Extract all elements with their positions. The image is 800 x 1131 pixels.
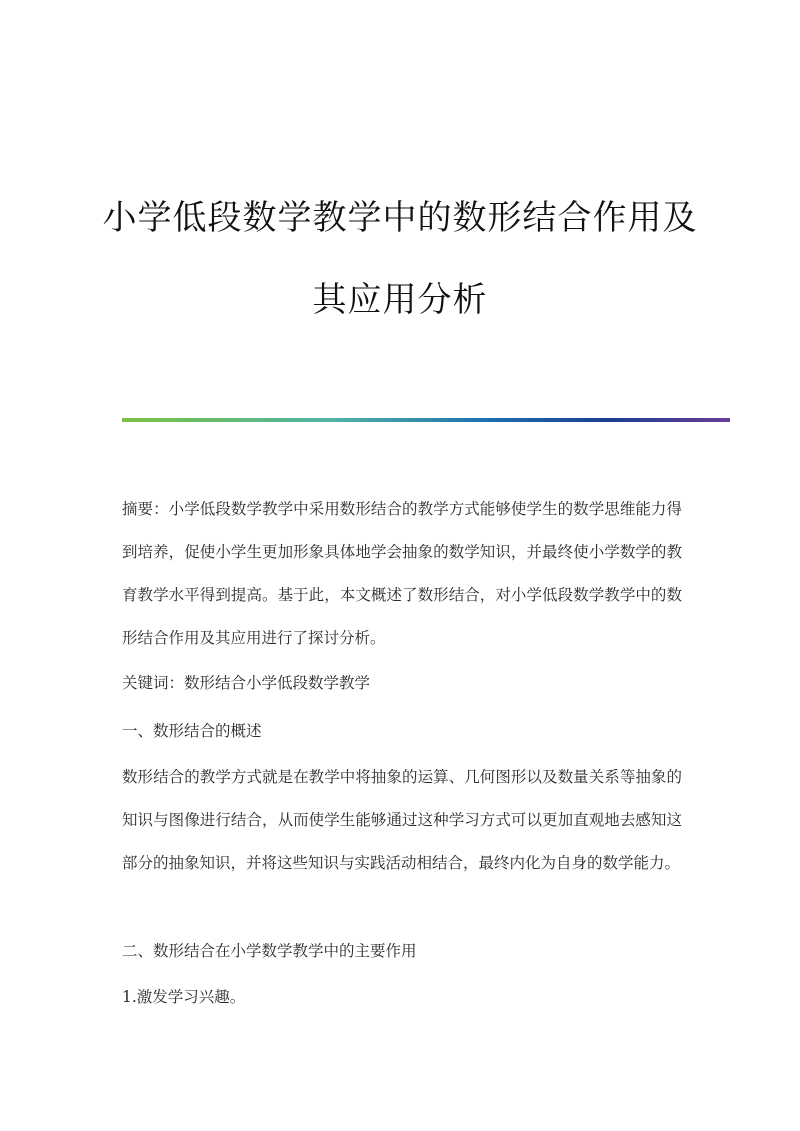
section-heading-2: 二、数形结合在小学数学教学中的主要作用 [122, 942, 417, 960]
keywords-line: 关键词：数形结合小学低段数学教学 [122, 674, 371, 692]
list-item-1: 1.激发学习兴趣。 [122, 988, 246, 1006]
document-title-line-1: 小学低段数学教学中的数形结合作用及 [102, 198, 698, 238]
section-1-paragraph: 数形结合的教学方式就是在教学中将抽象的运算、几何图形以及数量关系等抽象的知识与图像进行结合，从而使学生能够通过这种学习方式可以更加直观地去感知这部分的抽象知识，并将这些知识与实践活动相结合，最终内化为自身的数学能力。 [122, 768, 682, 872]
document-title-line-2: 其应用分析 [312, 280, 488, 320]
abstract-paragraph: 摘要：小学低段数学教学中采用数形结合的教学方式能够使学生的数学思维能力得到培养，促使小学生更加形象具体地学会抽象的数学知识，并最终使小学数学的教育教学水平得到提高。基于此，本文概述了数形结合，对小学低段数学教学中的数形结合作用及其应用进行了探讨分析。 [122, 500, 682, 647]
gradient-divider [122, 418, 730, 422]
section-heading-1: 一、数形结合的概述 [122, 722, 262, 740]
